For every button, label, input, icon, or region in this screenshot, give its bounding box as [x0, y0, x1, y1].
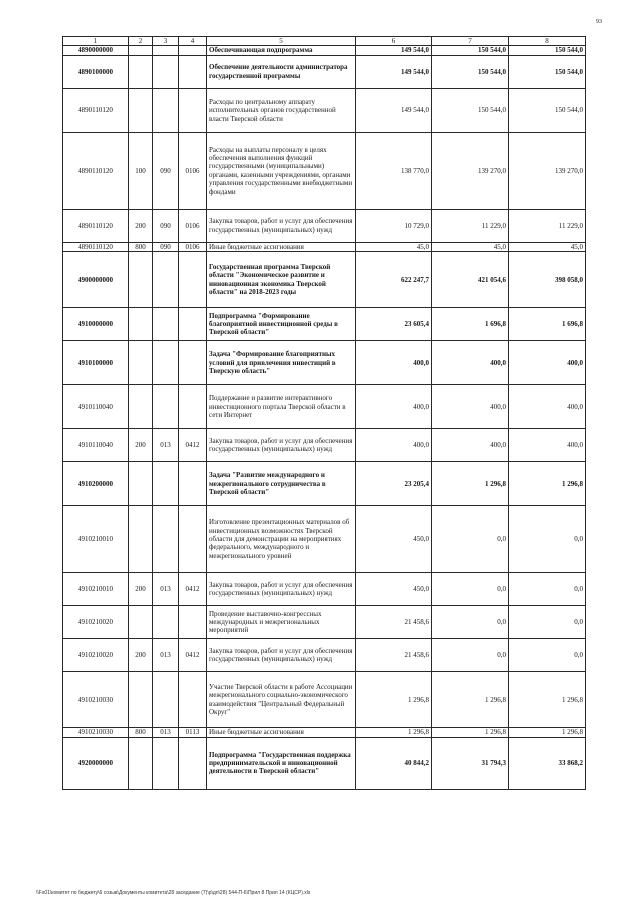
cell-target-article-code: 4890110120	[63, 88, 129, 132]
cell-ministry-code	[153, 252, 179, 308]
cell-ministry-code	[153, 341, 179, 385]
cell-amount-col7: 0,0	[432, 573, 509, 606]
cell-expense-type: 100	[129, 132, 153, 209]
cell-section-code: 0113	[179, 728, 207, 737]
cell-item-name: Подпрограмма "Формирование благоприятной инвестиционной среды в Тверской области"	[207, 308, 356, 341]
cell-amount-col7: 1 296,8	[432, 462, 509, 506]
cell-amount-col6: 1 296,8	[356, 728, 432, 737]
cell-item-name: Задача "Формирование благоприятных условий для привлечения инвестиций в Тверскую область"	[207, 341, 356, 385]
column-header-1: 1	[63, 37, 129, 46]
cell-section-code: 0106	[179, 132, 207, 209]
cell-expense-type	[129, 252, 153, 308]
cell-target-article-code: 4890000000	[63, 46, 129, 55]
cell-amount-col6: 400,0	[356, 341, 432, 385]
cell-amount-col7: 11 229,0	[432, 209, 509, 242]
table-row	[63, 606, 586, 639]
cell-item-name: Государственная программа Тверской области "Экономическое развитие и инновационная экономика Тверской области" на 2018-2023 годы	[207, 252, 356, 308]
file-path-footer: \\Fs01\комитет по бюджету\6 созыв\Документы комитета\28 заседание (7)\р\дп\28) 544-П-6\Прил 8 Прил 14 (КЦСР).xls	[36, 890, 311, 896]
cell-amount-col8: 0,0	[509, 506, 586, 573]
cell-section-code	[179, 606, 207, 639]
cell-amount-col6: 400,0	[356, 429, 432, 462]
cell-target-article-code: 4890100000	[63, 55, 129, 88]
cell-item-name: Поддержание и развитие интерактивного инвестиционного портала Тверской области в сети Интернет	[207, 385, 356, 429]
cell-item-name: Подпрограмма "Государственная поддержка предпринимательской и инновационной деятельности в Тверской области"	[207, 737, 356, 789]
column-header-4: 4	[179, 37, 207, 46]
table-row	[63, 209, 586, 242]
cell-expense-type	[129, 308, 153, 341]
table-row	[63, 737, 586, 789]
cell-amount-col7: 400,0	[432, 341, 509, 385]
table-row	[63, 728, 586, 737]
cell-ministry-code: 013	[153, 728, 179, 737]
cell-ministry-code: 090	[153, 209, 179, 242]
cell-amount-col7: 1 296,8	[432, 728, 509, 737]
cell-amount-col7: 150 544,0	[432, 46, 509, 55]
cell-amount-col8: 33 868,2	[509, 737, 586, 789]
cell-target-article-code: 4890110120	[63, 209, 129, 242]
cell-amount-col7: 150 544,0	[432, 55, 509, 88]
column-header-3: 3	[153, 37, 179, 46]
cell-item-name: Закупка товаров, работ и услуг для обеспечения государственных (муниципальных) нужд	[207, 209, 356, 242]
table-row	[63, 429, 586, 462]
cell-ministry-code: 013	[153, 429, 179, 462]
table-row	[63, 672, 586, 728]
cell-target-article-code: 4910110040	[63, 429, 129, 462]
cell-amount-col7: 0,0	[432, 606, 509, 639]
budget-table	[62, 36, 586, 790]
cell-amount-col8: 1 696,8	[509, 308, 586, 341]
cell-amount-col7: 139 270,0	[432, 132, 509, 209]
cell-expense-type: 800	[129, 728, 153, 737]
column-header-6: 6	[356, 37, 432, 46]
cell-amount-col8: 400,0	[509, 385, 586, 429]
cell-amount-col6: 149 544,0	[356, 88, 432, 132]
cell-section-code: 0106	[179, 242, 207, 251]
table-row	[63, 242, 586, 251]
table-row	[63, 55, 586, 88]
cell-amount-col6: 40 844,2	[356, 737, 432, 789]
cell-expense-type	[129, 672, 153, 728]
cell-section-code	[179, 672, 207, 728]
cell-amount-col6: 149 544,0	[356, 55, 432, 88]
cell-item-name: Закупка товаров, работ и услуг для обеспечения государственных (муниципальных) нужд	[207, 429, 356, 462]
cell-expense-type	[129, 385, 153, 429]
cell-item-name: Иные бюджетные ассигнования	[207, 728, 356, 737]
cell-target-article-code: 4910110040	[63, 385, 129, 429]
cell-section-code	[179, 385, 207, 429]
cell-amount-col8: 400,0	[509, 429, 586, 462]
column-header-5: 5	[207, 37, 356, 46]
cell-amount-col6: 622 247,7	[356, 252, 432, 308]
cell-ministry-code	[153, 385, 179, 429]
cell-amount-col6: 21 458,6	[356, 639, 432, 672]
cell-target-article-code: 4910210030	[63, 672, 129, 728]
cell-section-code	[179, 737, 207, 789]
cell-section-code	[179, 46, 207, 55]
cell-item-name: Изготовление презентационных материалов об инвестиционных возможностях Тверской области для демонстрации на мероприятиях федерального, международного и межрегионального уровней	[207, 506, 356, 573]
cell-target-article-code: 4910210020	[63, 606, 129, 639]
cell-amount-col6: 1 296,8	[356, 672, 432, 728]
cell-item-name: Проведение выставочно-конгрессных международных и межрегиональных мероприятий	[207, 606, 356, 639]
cell-target-article-code: 4890110120	[63, 242, 129, 251]
cell-expense-type: 200	[129, 429, 153, 462]
table-row	[63, 252, 586, 308]
table-row	[63, 462, 586, 506]
cell-target-article-code: 4890110120	[63, 132, 129, 209]
cell-expense-type: 200	[129, 209, 153, 242]
cell-expense-type	[129, 55, 153, 88]
cell-amount-col8: 1 296,8	[509, 672, 586, 728]
cell-amount-col7: 1 696,8	[432, 308, 509, 341]
cell-section-code	[179, 462, 207, 506]
cell-ministry-code	[153, 506, 179, 573]
cell-ministry-code: 090	[153, 132, 179, 209]
cell-amount-col7: 150 544,0	[432, 88, 509, 132]
cell-ministry-code: 013	[153, 639, 179, 672]
cell-item-name: Закупка товаров, работ и услуг для обеспечения государственных (муниципальных) нужд	[207, 573, 356, 606]
cell-item-name: Задача "Развитие международного и межрегионального сотрудничества в Тверской области"	[207, 462, 356, 506]
cell-amount-col8: 45,0	[509, 242, 586, 251]
column-header-2: 2	[129, 37, 153, 46]
cell-section-code	[179, 55, 207, 88]
cell-ministry-code	[153, 55, 179, 88]
cell-item-name: Обеспечивающая подпрограмма	[207, 46, 356, 55]
cell-amount-col7: 45,0	[432, 242, 509, 251]
cell-item-name: Расходы по центральному аппарату исполнительных органов государственной власти Тверской области	[207, 88, 356, 132]
table-row	[63, 132, 586, 209]
cell-section-code: 0412	[179, 639, 207, 672]
cell-amount-col8: 150 544,0	[509, 88, 586, 132]
cell-section-code: 0412	[179, 429, 207, 462]
cell-amount-col6: 400,0	[356, 385, 432, 429]
cell-expense-type: 200	[129, 639, 153, 672]
cell-expense-type: 200	[129, 573, 153, 606]
cell-section-code	[179, 252, 207, 308]
cell-target-article-code: 4910210030	[63, 728, 129, 737]
cell-ministry-code	[153, 737, 179, 789]
cell-target-article-code: 4910100000	[63, 341, 129, 385]
cell-target-article-code: 4900000000	[63, 252, 129, 308]
cell-ministry-code	[153, 606, 179, 639]
cell-item-name: Иные бюджетные ассигнования	[207, 242, 356, 251]
table-row	[63, 46, 586, 55]
cell-amount-col8: 0,0	[509, 606, 586, 639]
cell-amount-col6: 10 729,0	[356, 209, 432, 242]
cell-amount-col7: 1 296,8	[432, 672, 509, 728]
cell-amount-col6: 450,0	[356, 573, 432, 606]
cell-item-name: Закупка товаров, работ и услуг для обеспечения государственных (муниципальных) нужд	[207, 639, 356, 672]
cell-section-code: 0106	[179, 209, 207, 242]
table-row	[63, 639, 586, 672]
cell-section-code	[179, 88, 207, 132]
cell-amount-col8: 0,0	[509, 639, 586, 672]
table-row	[63, 506, 586, 573]
cell-expense-type	[129, 341, 153, 385]
cell-amount-col7: 421 054,6	[432, 252, 509, 308]
cell-amount-col7: 400,0	[432, 385, 509, 429]
cell-target-article-code: 4910200000	[63, 462, 129, 506]
cell-ministry-code: 090	[153, 242, 179, 251]
cell-section-code	[179, 341, 207, 385]
cell-amount-col6: 149 544,0	[356, 46, 432, 55]
cell-expense-type	[129, 46, 153, 55]
cell-amount-col8: 150 544,0	[509, 46, 586, 55]
cell-ministry-code	[153, 308, 179, 341]
cell-amount-col8: 150 544,0	[509, 55, 586, 88]
cell-target-article-code: 4910210010	[63, 573, 129, 606]
cell-ministry-code: 013	[153, 573, 179, 606]
cell-target-article-code: 4910000000	[63, 308, 129, 341]
cell-item-name: Расходы на выплаты персоналу в целях обеспечения выполнения функций государственными (муниципальными) органами, казенными учреждениями, органами управления государственными внебюджетными фондами	[207, 132, 356, 209]
cell-amount-col8: 400,0	[509, 341, 586, 385]
cell-amount-col8: 398 058,0	[509, 252, 586, 308]
column-header-8: 8	[509, 37, 586, 46]
page-number: 93	[596, 19, 602, 25]
cell-amount-col6: 23 205,4	[356, 462, 432, 506]
cell-amount-col6: 21 458,6	[356, 606, 432, 639]
cell-amount-col6: 23 605,4	[356, 308, 432, 341]
cell-amount-col7: 31 794,3	[432, 737, 509, 789]
table-row	[63, 385, 586, 429]
cell-amount-col8: 0,0	[509, 573, 586, 606]
cell-amount-col8: 1 296,8	[509, 462, 586, 506]
column-header-7: 7	[432, 37, 509, 46]
cell-target-article-code: 4910210020	[63, 639, 129, 672]
cell-amount-col7: 400,0	[432, 429, 509, 462]
cell-item-name: Обеспечение деятельности администратора государственной программы	[207, 55, 356, 88]
column-number-header-row	[63, 37, 586, 46]
cell-expense-type	[129, 506, 153, 573]
cell-section-code	[179, 308, 207, 341]
table-row	[63, 308, 586, 341]
cell-amount-col8: 1 296,8	[509, 728, 586, 737]
cell-expense-type	[129, 462, 153, 506]
cell-amount-col6: 450,0	[356, 506, 432, 573]
cell-amount-col7: 0,0	[432, 639, 509, 672]
cell-amount-col6: 138 770,0	[356, 132, 432, 209]
cell-amount-col8: 11 229,0	[509, 209, 586, 242]
cell-ministry-code	[153, 88, 179, 132]
cell-section-code: 0412	[179, 573, 207, 606]
cell-target-article-code: 4920000000	[63, 737, 129, 789]
table-row	[63, 341, 586, 385]
cell-amount-col7: 0,0	[432, 506, 509, 573]
cell-expense-type	[129, 88, 153, 132]
cell-ministry-code	[153, 46, 179, 55]
cell-amount-col6: 45,0	[356, 242, 432, 251]
cell-amount-col8: 139 270,0	[509, 132, 586, 209]
cell-ministry-code	[153, 672, 179, 728]
cell-target-article-code: 4910210010	[63, 506, 129, 573]
cell-ministry-code	[153, 462, 179, 506]
cell-expense-type	[129, 606, 153, 639]
cell-item-name: Участие Тверской области в работе Ассоциации межрегионального социально-экономического взаимодействия "Центральный Федеральный Округ"	[207, 672, 356, 728]
table-row	[63, 573, 586, 606]
cell-section-code	[179, 506, 207, 573]
cell-expense-type	[129, 737, 153, 789]
cell-expense-type: 800	[129, 242, 153, 251]
table-row	[63, 88, 586, 132]
